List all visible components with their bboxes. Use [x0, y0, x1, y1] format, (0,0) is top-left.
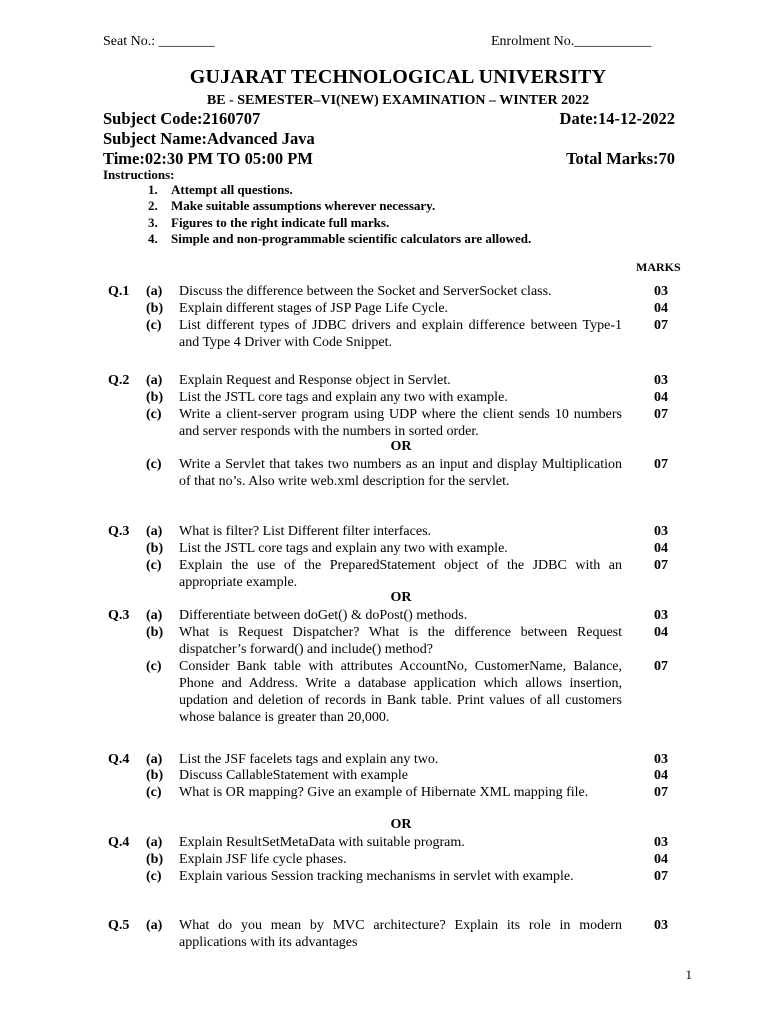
question-text: Discuss CallableStatement with example: [179, 768, 409, 783]
question-text: Write a Servlet that takes two numbers as an input and display Multiplication of that no’s. Also write web.xml description for the servlet.: [179, 457, 622, 489]
question-part: (c): [146, 659, 162, 674]
or-separator: OR: [390, 590, 412, 605]
question-marks: 07: [654, 785, 668, 800]
exam-date: Date:14-12-2022: [559, 109, 675, 128]
question-number: Q.3: [108, 608, 130, 623]
question-part: (b): [146, 301, 164, 316]
question-part: (c): [146, 558, 162, 573]
question-marks: 07: [654, 457, 668, 472]
subject-code: Subject Code:2160707: [103, 109, 261, 128]
exam-time: Time:02:30 PM TO 05:00 PM: [103, 149, 313, 168]
question-marks: 03: [654, 284, 668, 299]
instructions-list: [148, 182, 531, 247]
question-text: What is OR mapping? Give an example of Hibernate XML mapping file.: [179, 785, 589, 800]
question-marks: 03: [654, 918, 668, 933]
marks-column-heading: MARKS: [636, 260, 681, 274]
question-part: (b): [146, 390, 164, 405]
question-part: (b): [146, 625, 164, 640]
question-marks: 07: [654, 558, 668, 573]
question-text: What do you mean by MVC architecture? Explain its role in modern applications with its advantages: [179, 918, 622, 950]
instructions-heading: Instructions:: [103, 167, 175, 182]
question-part: (a): [146, 918, 163, 933]
instruction-item: 1. Attempt all questions.: [148, 182, 293, 197]
question-text: Explain various Session tracking mechanisms in servlet with example.: [179, 869, 574, 884]
university-name: GUJARAT TECHNOLOGICAL UNIVERSITY: [189, 66, 607, 88]
question-part: (a): [146, 752, 163, 767]
question-marks: 03: [654, 373, 668, 388]
question-marks: 07: [654, 318, 668, 333]
question-text: What is Request Dispatcher? What is the difference between Request dispatcher’s forward() and include() method?: [179, 625, 622, 657]
question-marks: 04: [654, 390, 668, 405]
exam-title: BE - SEMESTER–VI(NEW) EXAMINATION – WINTER 2022: [206, 93, 590, 108]
instruction-item: 3. Figures to the right indicate full marks.: [148, 214, 390, 230]
question-marks: 04: [654, 541, 668, 556]
question-text: List the JSF facelets tags and explain any two.: [179, 752, 439, 767]
question-part: (a): [146, 835, 163, 850]
question-part: (b): [146, 768, 164, 783]
page-number: 1: [685, 967, 692, 982]
question-marks: 03: [654, 608, 668, 623]
question-text: List different types of JDBC drivers and explain difference between Type-1 and Type 4 Driver with Code Snippet.: [179, 318, 622, 350]
question-marks: 03: [654, 524, 668, 539]
or-separator: OR: [390, 817, 412, 832]
question-text: Explain ResultSetMetaData with suitable program.: [179, 835, 465, 850]
question-text: Explain the use of the PreparedStatement object of the JDBC with an appropriate example.: [179, 558, 622, 590]
enrolment-number: Enrolment No.___________: [491, 34, 652, 49]
question-text: What is filter? List Different filter interfaces.: [179, 524, 432, 539]
question-part: (c): [146, 318, 162, 333]
question-number: Q.5: [108, 918, 130, 933]
question-number: Q.4: [108, 835, 130, 850]
question-text: Differentiate between doGet() & doPost() methods.: [179, 608, 468, 623]
question-marks: 03: [654, 835, 668, 850]
question-text: Write a client-server program using UDP where the client sends 10 numbers and server responds with the numbers in sorted order.: [179, 407, 622, 439]
question-part: (a): [146, 524, 163, 539]
question-marks: 03: [654, 752, 668, 767]
question-number: Q.3: [108, 524, 130, 539]
question-marks: 07: [654, 869, 668, 884]
total-marks: Total Marks:70: [566, 149, 675, 168]
subject-name: Subject Name:Advanced Java: [103, 129, 315, 148]
question-part: (c): [146, 457, 162, 472]
seat-number: Seat No.: ________: [103, 34, 215, 49]
question-number: Q.1: [108, 284, 130, 299]
question-part: (a): [146, 284, 163, 299]
question-part: (c): [146, 785, 162, 800]
question-marks: 04: [654, 625, 668, 640]
question-text: List the JSTL core tags and explain any two with example.: [179, 390, 508, 405]
question-part: (c): [146, 869, 162, 884]
instruction-item: 2. Make suitable assumptions wherever necessary.: [148, 198, 436, 214]
question-part: (b): [146, 541, 164, 556]
question-marks: 04: [654, 768, 668, 783]
question-marks: 07: [654, 407, 668, 422]
question-number: Q.2: [108, 373, 130, 388]
question-text: Explain different stages of JSP Page Life Cycle.: [179, 301, 449, 316]
question-part: (c): [146, 407, 162, 422]
or-separator: OR: [390, 439, 412, 454]
question-marks: 04: [654, 852, 668, 867]
question-text: List the JSTL core tags and explain any two with example.: [179, 541, 508, 556]
question-text: Explain JSF life cycle phases.: [179, 852, 347, 867]
question-marks: 07: [654, 659, 668, 674]
question-text: Consider Bank table with attributes AccountNo, CustomerName, Balance, Phone and Address. Write a database application which allows insertion, updation and deletion of records in Bank table. Print values of all customers whose balance is greater than 20,000.: [179, 659, 622, 725]
question-marks: 04: [654, 301, 668, 316]
question-part: (b): [146, 852, 164, 867]
question-text: Discuss the difference between the Socket and ServerSocket class.: [179, 284, 552, 299]
question-part: (a): [146, 373, 163, 388]
instruction-item: 4. Simple and non-programmable scientific calculators are allowed.: [148, 230, 532, 246]
question-part: (a): [146, 608, 163, 623]
question-text: Explain Request and Response object in Servlet.: [179, 373, 451, 388]
question-number: Q.4: [108, 752, 130, 767]
